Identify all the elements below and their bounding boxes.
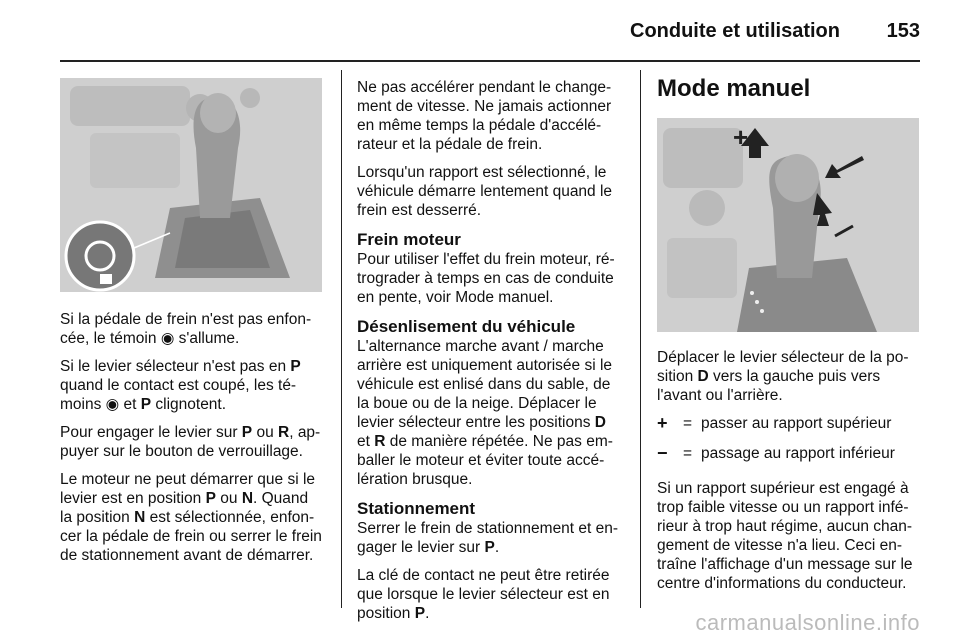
engine-brake-heading: Frein moteur (357, 230, 461, 249)
column-2 (357, 78, 621, 632)
lock-button-paragraph: Pour engager le levier sur P ou R, ap-puyer sur le bouton de verrouillage. (60, 424, 321, 460)
column-divider (640, 70, 641, 608)
minus-icon: − (657, 443, 668, 463)
key-removal-paragraph: La clé de contact ne peut être retirée que lorsque le levier sélecteur est en position P. (357, 567, 610, 622)
gear-lever-photo (60, 78, 322, 292)
downshift-row: − = passage au rapport inférieur (657, 443, 895, 463)
column-3 (657, 72, 921, 602)
column-1 (60, 70, 324, 574)
brake-warning-icon: ◉ (105, 396, 120, 413)
upshift-label: passer au rapport supérieur (701, 415, 892, 432)
parking-paragraph: Serrer le frein de stationnement et en-gager le levier sur P. (357, 520, 619, 556)
lever-warning-paragraph: Si le levier sélecteur n'est pas en P quand le contact est coupé, les té-moins ◉ et P clignotent. (60, 358, 301, 413)
svg-text:+: + (733, 122, 749, 152)
manual-mode-photo (657, 118, 919, 332)
plus-icon: + (657, 413, 668, 433)
creep-paragraph: Lorsqu'un rapport est sélectionné, le véhicule démarre lentement quand le frein est desserré. (357, 164, 613, 219)
watermark: carmanualsonline.info (695, 610, 920, 635)
upshift-row: + = passer au rapport supérieur (657, 413, 892, 433)
parking-heading: Stationnement (357, 499, 476, 518)
page-number: 153 (886, 20, 920, 42)
page-header (60, 18, 920, 48)
no-accelerate-paragraph: Ne pas accélérer pendant le change-ment de vitesse. Ne jamais actionner en même temps la pédale d'accélé-rateur et la pédale de frein. (357, 79, 612, 153)
section-title: Conduite et utilisation (630, 20, 840, 42)
shift-refused-paragraph: Si un rapport supérieur est engagé à trop faible vitesse ou un rapport infé-rieur à trop haut régime, aucun chan-gement de vitesse n'a lieu. Ceci en-traîne l'affichage d'un message sur le centre d'informations du conducteur. (657, 480, 913, 592)
brake-warning-paragraph: Si la pédale de frein n'est pas enfon-cée, le témoin ◉ s'allume. (60, 311, 312, 347)
engine-start-paragraph: Le moteur ne peut démarrer que si le levier est en position P ou N. Quand la position N est sélectionnée, enfon-cer la pédale de frein ou serrer le frein de stationnement avant de démarrer. (60, 471, 322, 564)
engine-brake-paragraph: Pour utiliser l'effet du frein moteur, ré-trograder à temps en cas de conduite en pente, voir Mode manuel. (357, 251, 615, 306)
brake-warning-icon: ◉ (160, 330, 175, 347)
unstick-paragraph: L'alternance marche avant / marche arrière est uniquement autorisée si le véhicule est enlisé dans du sable, de la boue ou de la neige. Déplacer le levier sélecteur entre les positions D et R de manière répétée. Ne pas em-baller le moteur et éviter toute accé-lération brusque. (357, 338, 613, 488)
manual-mode-paragraph: Déplacer le levier sélecteur de la po-sition D vers la gauche puis vers l'avant ou l'arrière. (657, 349, 909, 404)
header-rule (60, 60, 920, 62)
manual-mode-heading: Mode manuel (657, 75, 811, 102)
unstick-heading: Désenlisement du véhicule (357, 317, 576, 336)
downshift-label: passage au rapport inférieur (701, 445, 895, 462)
column-divider (341, 70, 342, 608)
